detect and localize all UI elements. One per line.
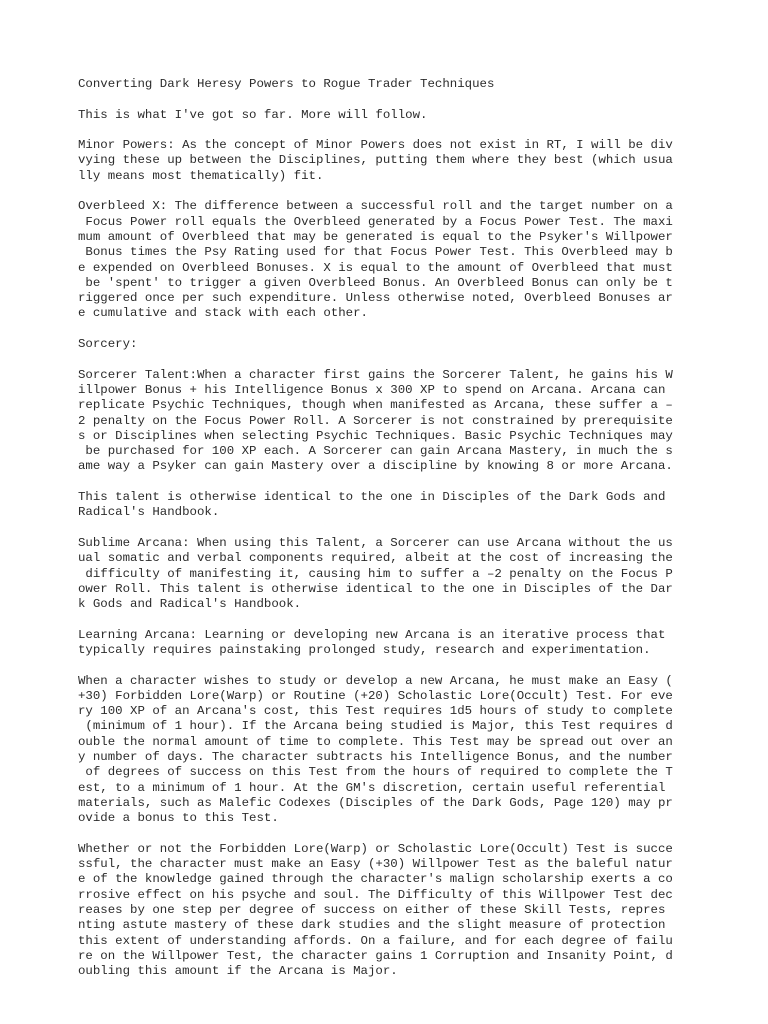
text-line: ower Roll. This talent is otherwise identical to the one in Disciples of the Dar (78, 581, 673, 596)
paragraph-minor-powers (78, 138, 694, 184)
text-line: Radical's Handbook. (78, 505, 220, 520)
text-line: Overbleed X: The difference between a successful roll and the target number on a (78, 199, 673, 214)
text-line: mum amount of Overbleed that may be generated is equal to the Psyker's Willpower (78, 229, 673, 244)
text-line: Learning Arcana: Learning or developing new Arcana is an iterative process that (78, 627, 666, 642)
paragraph-gap (78, 612, 694, 627)
text-line: Sorcery: (78, 337, 138, 352)
paragraph-overbleed (78, 199, 694, 321)
text-line: be 'spent' to trigger a given Overbleed Bonus. An Overbleed Bonus can only be t (78, 275, 673, 290)
text-line: materials, such as Malefic Codexes (Disciples of the Dark Gods, Page 120) may pr (78, 795, 673, 810)
paragraph-gap (78, 184, 694, 199)
text-line: reases by one step per degree of success on either of these Skill Tests, repres (78, 903, 666, 918)
paragraph-intro (78, 108, 694, 123)
text-line: rrosive effect on his psyche and soul. The Difficulty of this Willpower Test dec (78, 887, 673, 902)
text-line: When a character wishes to study or develop a new Arcana, he must make an Easy ( (78, 673, 673, 688)
text-line: be purchased for 100 XP each. A Sorcerer can gain Arcana Mastery, in much the s (78, 444, 673, 459)
text-line: nting astute mastery of these dark studies and the slight measure of protection (78, 918, 666, 933)
paragraph-gap (78, 658, 694, 673)
text-line: ame way a Psyker can gain Mastery over a discipline by knowing 8 or more Arcana. (78, 459, 673, 474)
paragraph-gap (78, 475, 694, 490)
paragraph-study-test (78, 674, 694, 827)
text-line: riggered once per such expenditure. Unless otherwise noted, Overbleed Bonuses ar (78, 291, 673, 306)
text-line: ry 100 XP of an Arcana's cost, this Test requires 1d5 hours of study to complete (78, 704, 673, 719)
paragraph-sublime-arcana (78, 536, 694, 612)
text-line: est, to a minimum of 1 hour. At the GM's discretion, certain useful referential (78, 780, 666, 795)
document-title: Converting Dark Heresy Powers to Rogue Trader Techniques (78, 77, 495, 91)
text-line: ovide a bonus to this Test. (78, 811, 279, 826)
text-line: ual somatic and verbal components required, albeit at the cost of increasing the (78, 551, 673, 566)
text-line: Minor Powers: As the concept of Minor Powers does not exist in RT, I will be div (78, 138, 673, 153)
text-line: typically requires painstaking prolonged study, research and experimentation. (78, 642, 651, 657)
text-line: difficulty of manifesting it, causing him to suffer a –2 penalty on the Focus P (78, 566, 673, 581)
text-line: Bonus times the Psy Rating used for that Focus Power Test. This Overbleed may b (78, 245, 673, 260)
text-line: e expended on Overbleed Bonuses. X is equal to the amount of Overbleed that must (78, 260, 673, 275)
paragraph-talent-identical (78, 490, 694, 521)
paragraph-gap (78, 352, 694, 367)
text-line: Sublime Arcana: When using this Talent, a Sorcerer can use Arcana without the us (78, 535, 673, 550)
text-line: e cumulative and stack with each other. (78, 306, 368, 321)
text-line: e of the knowledge gained through the character's malign scholarship exerts a co (78, 872, 673, 887)
text-line: Sorcerer Talent:When a character first gains the Sorcerer Talent, he gains his W (78, 367, 673, 382)
text-line: ouble the normal amount of time to complete. This Test may be spread out over an (78, 734, 673, 749)
text-line: k Gods and Radical's Handbook. (78, 597, 302, 612)
text-line: replicate Psychic Techniques, though when manifested as Arcana, these suffer a – (78, 398, 673, 413)
text-line: illpower Bonus + his Intelligence Bonus x 300 XP to spend on Arcana. Arcana can (78, 382, 666, 397)
text-line: s or Disciplines when selecting Psychic Techniques. Basic Psychic Techniques may (78, 428, 673, 443)
paragraph-gap (78, 123, 694, 138)
paragraph-gap (78, 322, 694, 337)
text-line: +30) Forbidden Lore(Warp) or Routine (+20) Scholastic Lore(Occult) Test. For eve (78, 688, 673, 703)
text-line: ssful, the character must make an Easy (+30) Willpower Test as the baleful natur (78, 857, 673, 872)
text-line: vying these up between the Disciplines, putting them where they best (which usua (78, 153, 673, 168)
paragraph-sorcery-heading (78, 337, 694, 352)
text-line: y number of days. The character subtracts his Intelligence Bonus, and the number (78, 750, 673, 765)
text-line: Focus Power roll equals the Overbleed generated by a Focus Power Test. The maxi (78, 214, 673, 229)
text-line: re on the Willpower Test, the character gains 1 Corruption and Insanity Point, d (78, 948, 673, 963)
text-line: This is what I've got so far. More will follow. (78, 107, 428, 122)
text-line: lly means most thematically) fit. (78, 168, 324, 183)
paragraph-gap (78, 521, 694, 536)
text-line: oubling this amount if the Arcana is Major. (78, 964, 398, 979)
paragraph-learning-arcana (78, 628, 694, 659)
text-line: of degrees of success on this Test from the hours of required to complete the T (78, 765, 673, 780)
text-line: Whether or not the Forbidden Lore(Warp) or Scholastic Lore(Occult) Test is succe (78, 841, 673, 856)
document-body (78, 77, 694, 980)
paragraph-gap (78, 92, 694, 107)
text-line: 2 penalty on the Focus Power Roll. A Sorcerer is not constrained by prerequisite (78, 413, 673, 428)
paragraph-willpower-test (78, 842, 694, 980)
text-line: This talent is otherwise identical to the one in Disciples of the Dark Gods and (78, 490, 666, 505)
paragraph-sorcerer-talent (78, 368, 694, 475)
text-line: (minimum of 1 hour). If the Arcana being studied is Major, this Test requires d (78, 719, 673, 734)
text-line: this extent of understanding affords. On a failure, and for each degree of failu (78, 933, 673, 948)
paragraph-gap (78, 827, 694, 842)
